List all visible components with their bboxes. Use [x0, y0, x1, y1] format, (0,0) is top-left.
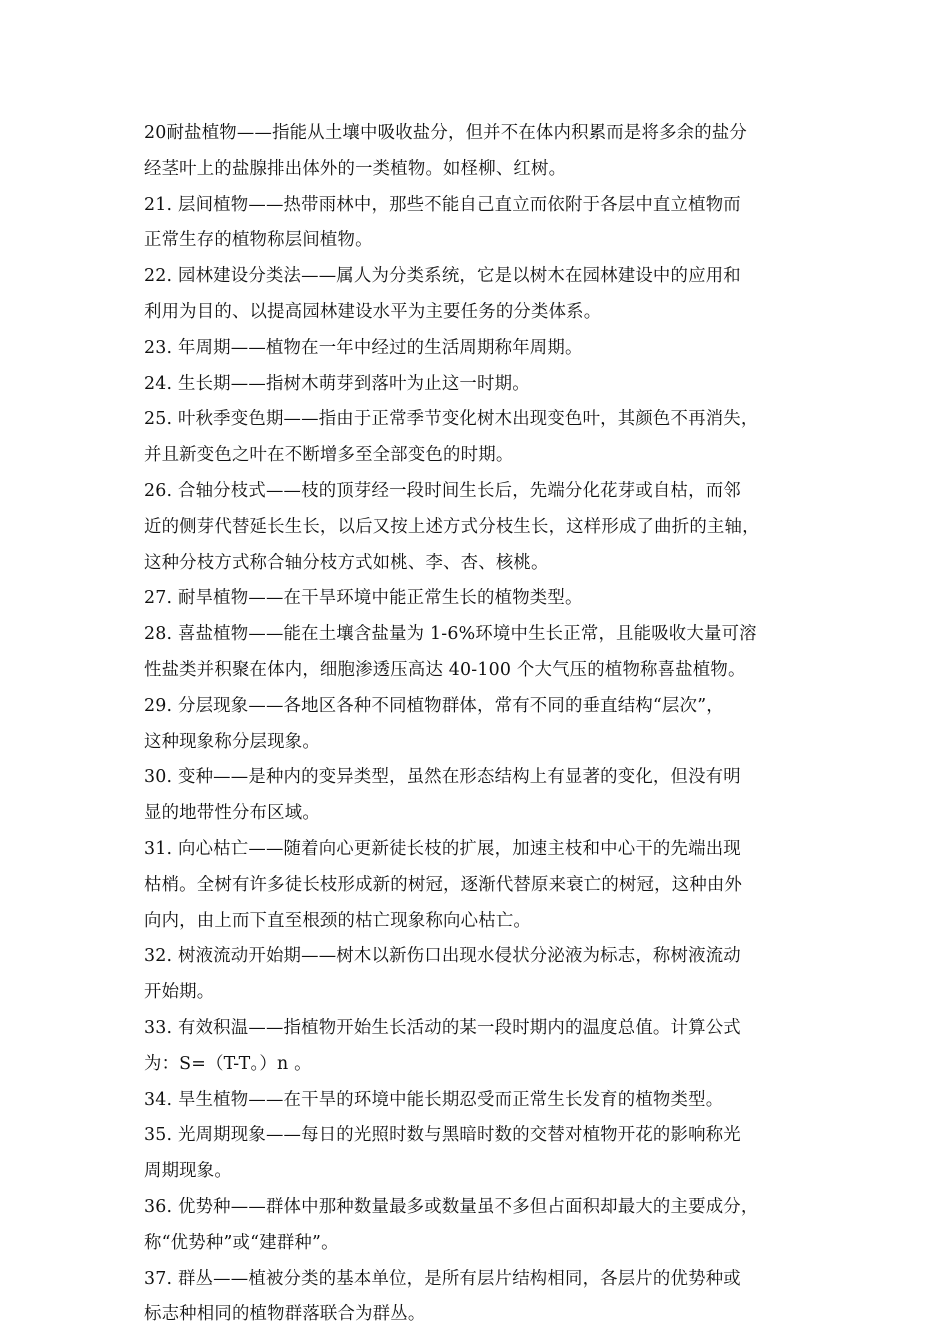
text-line: 经茎叶上的盐腺排出体外的一类植物。如柽柳、红树。: [144, 158, 567, 179]
text-line: 27. 耐旱植物——在干旱环境中能正常生长的植物类型。: [144, 588, 583, 609]
text-line: 30. 变种——是种内的变异类型，虽然在形态结构上有显著的变化，但没有明: [144, 767, 741, 788]
text-line: 20耐盐植物——指能从土壤中吸收盐分，但并不在体内积累而是将多余的盐分: [144, 123, 748, 143]
text-line: 利用为目的、以提高园林建设水平为主要任务的分类体系。: [144, 301, 602, 322]
text-line: 25. 叶秋季变色期——指由于正常季节变化树木出现变色叶，其颜色不再消失，: [144, 409, 759, 430]
text-line: 23. 年周期——植物在一年中经过的生活周期称年周期。: [144, 337, 583, 358]
text-line: 近的侧芽代替延长生长，以后又按上述方式分枝生长，这样形成了曲折的主轴，: [144, 516, 760, 537]
text-line: 并且新变色之叶在不断增多至全部变色的时期。: [144, 445, 514, 466]
text-line: 32. 树液流动开始期——树木以新伤口出现水侵状分泌液为标志，称树液流动: [144, 946, 741, 967]
text-line: 称“优势种”或“建群种”。: [144, 1232, 339, 1253]
text-line: 这种现象称分层现象。: [144, 731, 320, 752]
text-line: 35. 光周期现象——每日的光照时数与黑暗时数的交替对植物开花的影响称光: [144, 1125, 741, 1146]
text-line: 24. 生长期——指树木萌芽到落叶为止这一时期。: [144, 373, 530, 394]
text-line: 22. 园林建设分类法——属人为分类系统，它是以树木在园林建设中的应用和: [144, 266, 741, 287]
text-line: 37. 群丛——植被分类的基本单位，是所有层片结构相同，各层片的优势种或: [144, 1268, 741, 1289]
text-line: 33. 有效积温——指植物开始生长活动的某一段时期内的温度总值。计算公式: [144, 1017, 741, 1038]
text-line: 周期现象。: [144, 1161, 232, 1182]
text-line: 枯梢。全树有许多徒长枝形成新的树冠，逐渐代替原来衰亡的树冠，这种由外: [144, 874, 743, 895]
text-line: 正常生存的植物称层间植物。: [144, 230, 373, 251]
text-line: 28. 喜盐植物——能在土壤含盐量为 1-6%环境中生长正常，且能吸收大量可溶: [144, 624, 757, 645]
text-line: 31. 向心枯亡——随着向心更新徒长枝的扩展，加速主枝和中心干的先端出现: [144, 838, 741, 859]
text-line: 标志种相同的植物群落联合为群丛。: [144, 1304, 426, 1325]
text-line: 34. 旱生植物——在干旱的环境中能长期忍受而正常生长发育的植物类型。: [144, 1089, 724, 1110]
text-line: 向内，由上而下直至根颈的枯亡现象称向心枯亡。: [144, 910, 531, 931]
text-line: 显的地带性分布区域。: [144, 803, 320, 824]
text-line: 性盐类并积聚在体内，细胞渗透压高达 40-100 个大气压的植物称喜盐植物。: [144, 659, 746, 680]
text-line: 26. 合轴分枝式——枝的顶芽经一段时间生长后，先端分化花芽或自枯，而邻: [144, 480, 741, 501]
text-line: 29. 分层现象——各地区各种不同植物群体，常有不同的垂直结构“层次”，: [144, 695, 724, 716]
document-body: [144, 116, 810, 1333]
text-line: 21. 层间植物——热带雨林中，那些不能自己直立而依附于各层中直立植物而: [144, 194, 741, 215]
text-line: 这种分枝方式称合轴分枝方式如桃、李、杏、核桃。: [144, 552, 549, 573]
text-line: 36. 优势种——群体中那种数量最多或数量虽不多但占面积却最大的主要成分，: [144, 1196, 759, 1217]
text-line: 开始期。: [144, 982, 215, 1003]
text-line: 为：S=（T-T。）n 。: [144, 1053, 312, 1074]
